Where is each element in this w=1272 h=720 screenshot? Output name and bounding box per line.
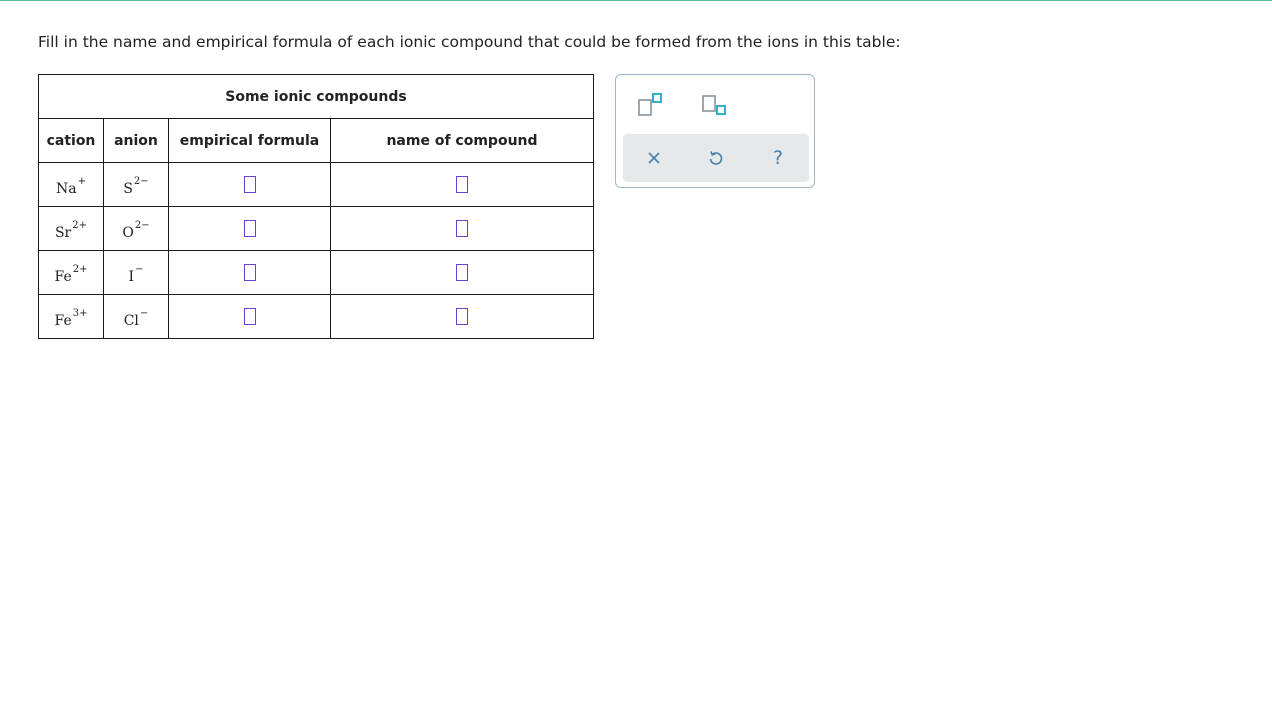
cation-cell <box>39 251 104 295</box>
table-row <box>39 163 594 207</box>
action-bar <box>623 134 809 182</box>
table-row <box>39 295 594 339</box>
compound-name-input[interactable] <box>456 264 468 281</box>
cation-cell <box>39 163 104 207</box>
math-input-toolbar <box>615 74 815 188</box>
formula-cell <box>169 251 331 295</box>
anion-ion <box>122 219 150 241</box>
anion-ion <box>128 263 144 285</box>
ion-symbol: Fe <box>54 268 72 285</box>
name-cell <box>331 163 594 207</box>
ion-symbol: Na <box>56 180 77 197</box>
empirical-formula-input[interactable] <box>244 264 256 281</box>
undo-icon <box>707 149 725 167</box>
formula-cell <box>169 207 331 251</box>
top-accent-line <box>0 0 1272 1</box>
subscript-button[interactable] <box>699 91 731 119</box>
header-empirical-formula: empirical formula <box>169 119 331 163</box>
ion-symbol: Fe <box>54 312 72 329</box>
compound-name-input[interactable] <box>456 176 468 193</box>
ion-symbol: I <box>128 268 135 285</box>
cation-ion <box>54 307 88 329</box>
ion-charge: + <box>77 175 86 187</box>
instructions-text: Fill in the name and empirical formula of each ionic compound that could be formed from the ions in this table: <box>38 33 901 51</box>
name-cell <box>331 207 594 251</box>
empirical-formula-input[interactable] <box>244 308 256 325</box>
ion-charge: 2− <box>134 219 150 231</box>
ionic-compounds-table <box>38 74 594 339</box>
subscript-icon <box>699 91 731 119</box>
compound-name-input[interactable] <box>456 220 468 237</box>
anion-cell <box>104 251 169 295</box>
undo-button[interactable] <box>703 145 729 171</box>
ion-charge: 3+ <box>72 307 88 319</box>
anion-cell <box>104 163 169 207</box>
ion-symbol: O <box>122 224 134 241</box>
name-cell <box>331 295 594 339</box>
ion-charge: 2+ <box>72 219 88 231</box>
compound-name-input[interactable] <box>456 308 468 325</box>
header-name-of-compound: name of compound <box>331 119 594 163</box>
ion-symbol: Cl <box>123 312 139 329</box>
close-icon <box>646 150 662 166</box>
superscript-icon <box>635 91 667 119</box>
ion-symbol: S <box>123 180 133 197</box>
ion-charge: − <box>135 263 144 275</box>
ion-charge: − <box>139 307 149 319</box>
ion-charge: 2+ <box>72 263 88 275</box>
superscript-button[interactable] <box>635 91 667 119</box>
cation-cell <box>39 295 104 339</box>
cation-ion <box>54 219 88 241</box>
empirical-formula-input[interactable] <box>244 176 256 193</box>
empirical-formula-input[interactable] <box>244 220 256 237</box>
anion-cell <box>104 295 169 339</box>
ion-charge: 2− <box>133 175 149 187</box>
formula-cell <box>169 163 331 207</box>
ion-symbol: Sr <box>54 224 72 241</box>
help-icon: ? <box>772 146 784 169</box>
help-button[interactable] <box>765 145 791 171</box>
table-row <box>39 251 594 295</box>
formula-cell <box>169 295 331 339</box>
cation-ion <box>56 175 86 197</box>
name-cell <box>331 251 594 295</box>
cation-ion <box>54 263 88 285</box>
header-cation: cation <box>39 119 104 163</box>
anion-cell <box>104 207 169 251</box>
anion-ion <box>123 307 149 329</box>
cation-cell <box>39 207 104 251</box>
anion-ion <box>123 175 149 197</box>
table-caption: Some ionic compounds <box>39 75 594 119</box>
table-row <box>39 207 594 251</box>
header-anion: anion <box>104 119 169 163</box>
clear-button[interactable] <box>641 145 667 171</box>
